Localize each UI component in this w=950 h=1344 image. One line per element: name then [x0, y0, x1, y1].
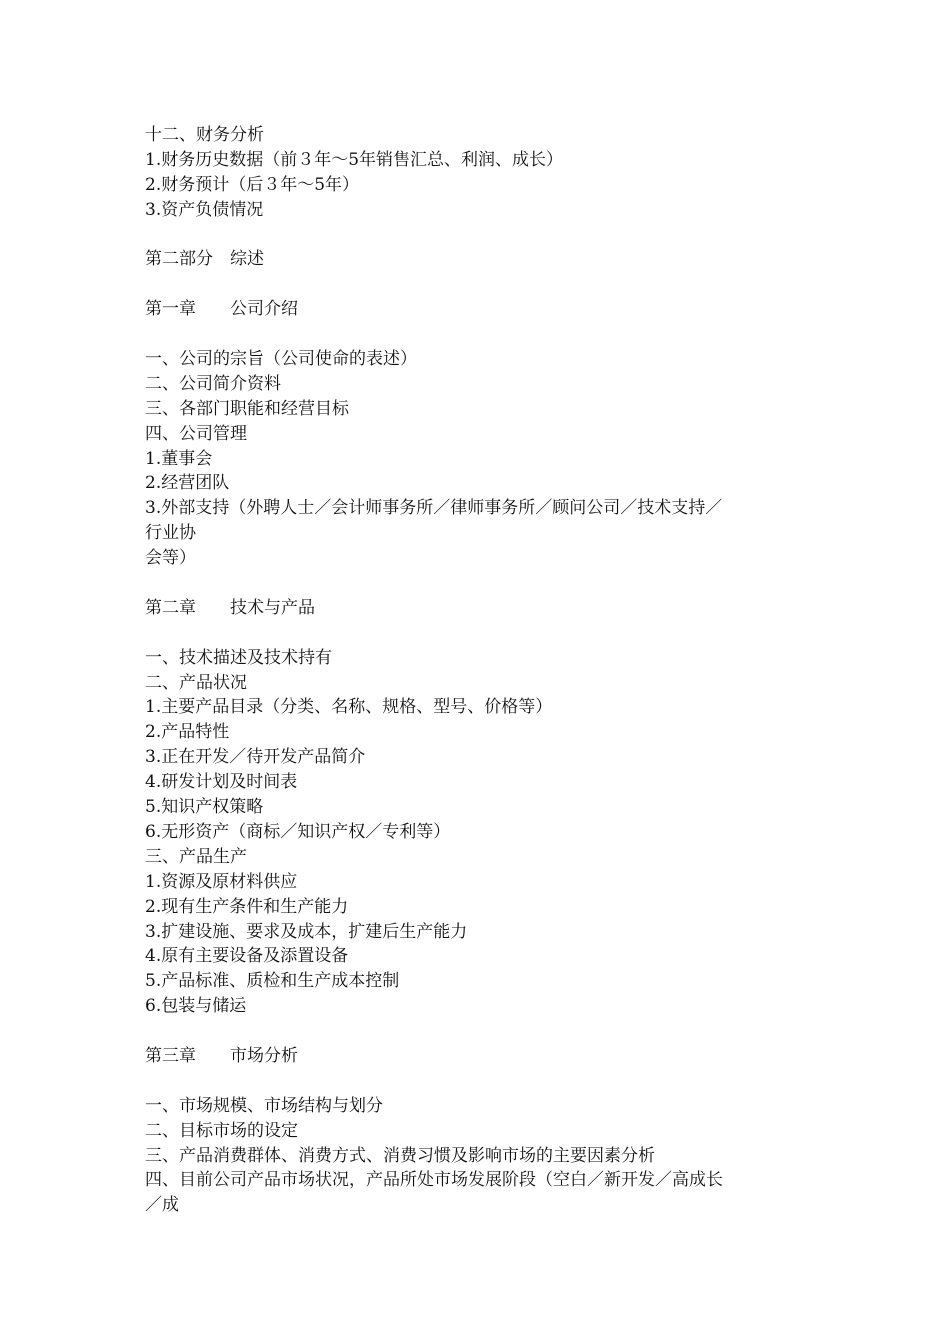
blank-line — [145, 1019, 810, 1044]
list-item: 2.财务预计（后３年～5年） — [145, 174, 360, 195]
section-heading: 一、公司的宗旨（公司使命的表述） — [145, 349, 417, 370]
section-heading: 四、目前公司产品市场状况，产品所处市场发展阶段（空白／新开发／高成长 — [145, 1170, 723, 1191]
blank-line — [145, 571, 810, 596]
list-item-continuation: 行业协 — [145, 523, 196, 544]
list-item: 3.资产负债情况 — [145, 199, 264, 220]
part-heading: 第二部分 综述 — [145, 249, 264, 270]
list-item: 3.扩建设施、要求及成本，扩建后生产能力 — [145, 921, 468, 942]
list-item: 2.产品特性 — [145, 722, 230, 743]
list-item: 6.无形资产（商标／知识产权／专利等） — [145, 821, 451, 842]
section-heading: 十二、财务分析 — [145, 125, 264, 145]
section-heading: 三、各部门职能和经营目标 — [145, 398, 349, 419]
section-heading: 一、市场规模、市场结构与划分 — [145, 1095, 383, 1116]
list-item: 1.主要产品目录（分类、名称、规格、型号、价格等） — [145, 697, 553, 718]
list-item: 2.经营团队 — [145, 473, 230, 494]
blank-line — [145, 272, 810, 297]
section-heading: 四、公司管理 — [145, 423, 247, 444]
blank-line — [145, 322, 810, 347]
list-item: 6.包装与储运 — [145, 996, 247, 1017]
list-item: 5.产品标准、质检和生产成本控制 — [145, 971, 400, 992]
blank-line — [145, 621, 810, 646]
blank-line — [145, 223, 810, 248]
chapter-heading: 第三章 市场分析 — [145, 1045, 298, 1066]
document-body — [145, 123, 810, 1218]
list-item-continuation: 会等） — [145, 548, 196, 569]
list-item: 4.原有主要设备及添置设备 — [145, 946, 349, 967]
list-item: 1.董事会 — [145, 448, 213, 469]
chapter-heading: 第二章 技术与产品 — [145, 597, 315, 618]
section-heading-continuation: ／成 — [145, 1195, 179, 1216]
list-item: 5.知识产权策略 — [145, 797, 264, 818]
section-heading: 三、产品生产 — [145, 846, 247, 867]
list-item: 2.现有生产条件和生产能力 — [145, 896, 349, 917]
section-heading: 三、产品消费群体、消费方式、消费习惯及影响市场的主要因素分析 — [145, 1145, 655, 1166]
section-heading: 二、公司简介资料 — [145, 373, 281, 394]
list-item: 3.外部支持（外聘人士／会计师事务所／律师事务所／顾问公司／技术支持／ — [145, 498, 723, 519]
list-item: 3.正在开发／待开发产品简介 — [145, 747, 366, 768]
section-heading: 一、技术描述及技术持有 — [145, 647, 332, 668]
list-item: 1.资源及原材料供应 — [145, 871, 298, 892]
list-item: 1.财务历史数据（前３年～5年销售汇总、利润、成长） — [145, 149, 564, 170]
section-heading: 二、产品状况 — [145, 672, 247, 693]
section-heading: 二、目标市场的设定 — [145, 1120, 298, 1141]
blank-line — [145, 1069, 810, 1094]
list-item: 4.研发计划及时间表 — [145, 772, 298, 793]
chapter-heading: 第一章 公司介绍 — [145, 299, 298, 320]
